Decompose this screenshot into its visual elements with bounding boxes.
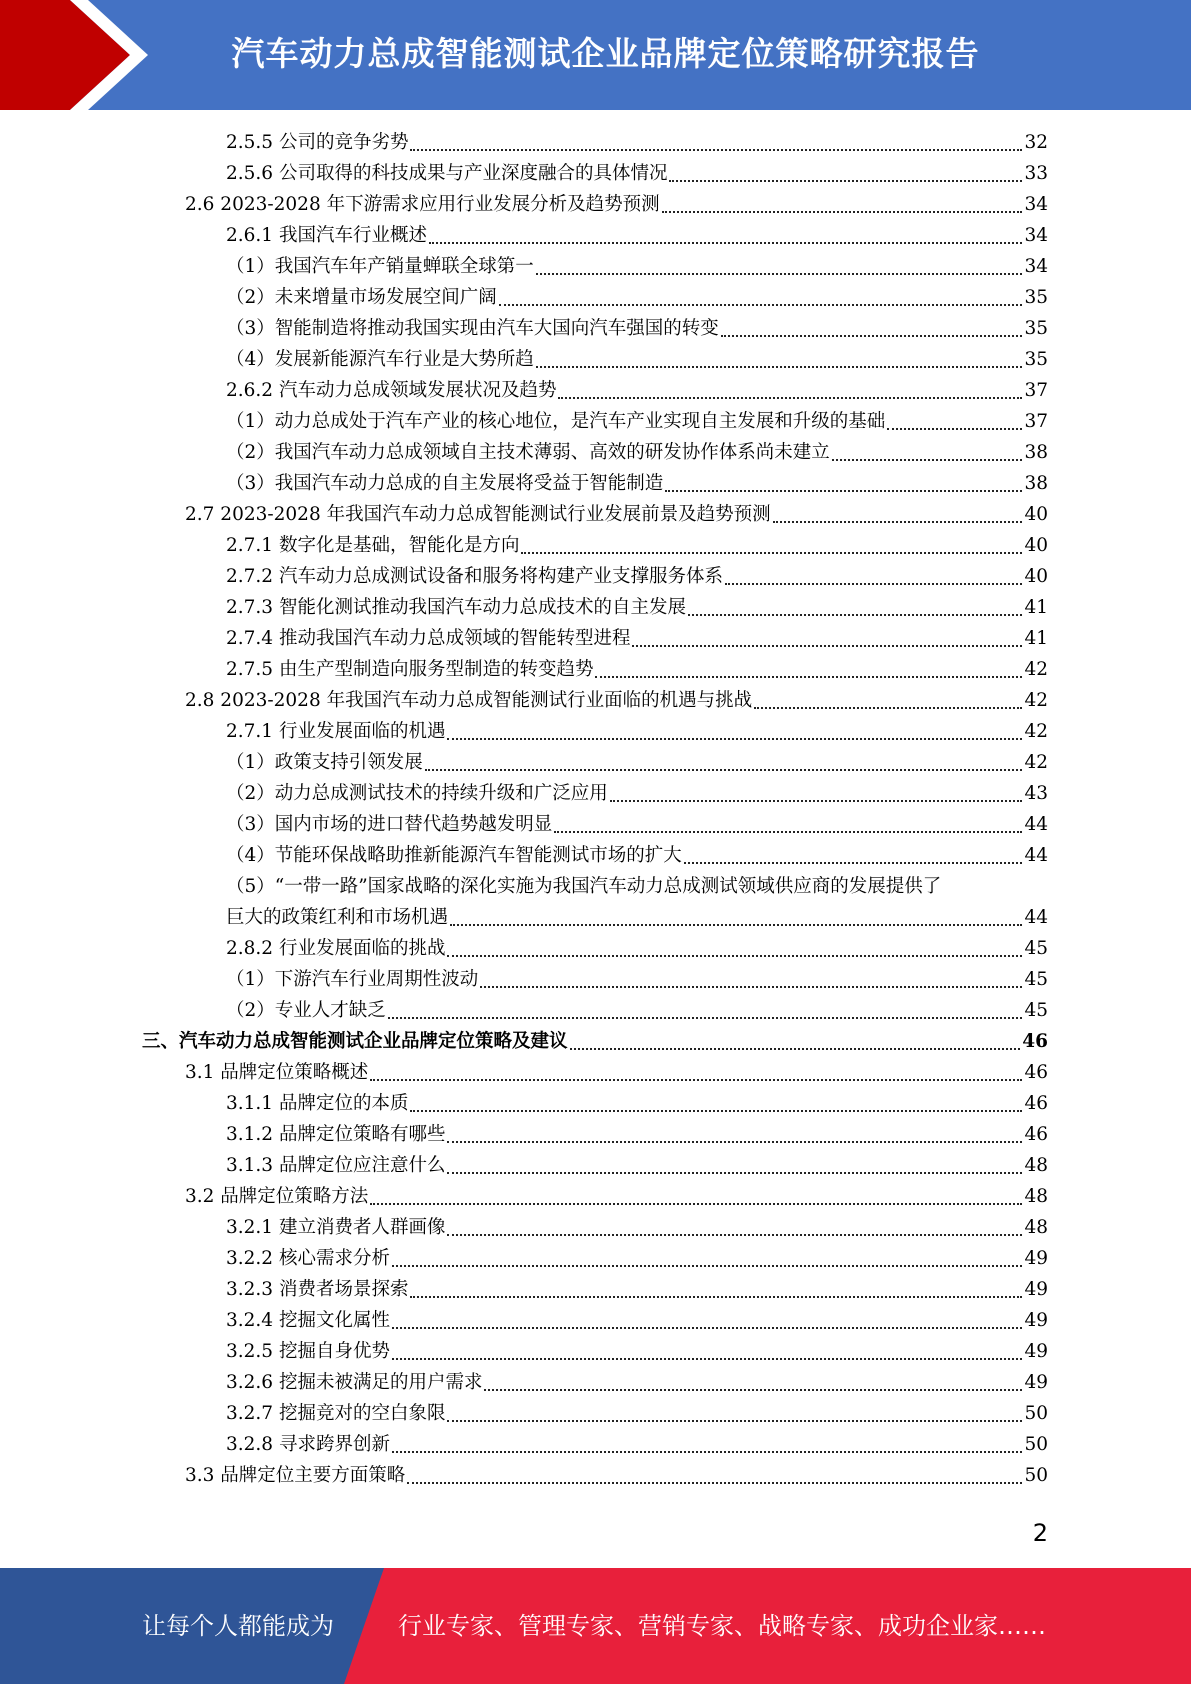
toc-entry[interactable]: （1）下游汽车行业周期性波动 45 [226,969,1048,990]
toc-entry[interactable]: 3.2.2 核心需求分析 49 [226,1248,1048,1269]
footer-slogan-left: 让每个人都能成为 [142,1612,334,1640]
toc-entry[interactable]: 2.8.2 行业发展面临的挑战 45 [226,938,1048,959]
toc-entry[interactable]: 3.1 品牌定位策略概述 46 [185,1062,1048,1083]
toc-entry[interactable]: （1）动力总成处于汽车产业的核心地位，是汽车产业实现自主发展和升级的基础 37 [226,411,1048,432]
toc-entry[interactable]: 2.7.1 行业发展面临的机遇 42 [226,721,1048,742]
toc-entry[interactable]: 3.2.4 挖掘文化属性 49 [226,1310,1048,1331]
toc-entry[interactable]: 3.2.8 寻求跨界创新 50 [226,1434,1048,1455]
toc-entry[interactable]: 3.2 品牌定位策略方法 48 [185,1186,1048,1207]
toc-entry[interactable]: 巨大的政策红利和市场机遇 44 [226,907,1048,928]
toc-entry[interactable]: 2.5.5 公司的竞争劣势 32 [226,132,1048,153]
footer-banner [0,1568,1191,1684]
toc-entry[interactable]: 2.7.1 数字化是基础，智能化是方向 40 [226,535,1048,556]
toc-entry[interactable]: 3.2.6 挖掘未被满足的用户需求 49 [226,1372,1048,1393]
toc-chapter-entry[interactable]: 三、汽车动力总成智能测试企业品牌定位策略及建议 46 [142,1031,1048,1052]
toc-entry[interactable]: 2.7.4 推动我国汽车动力总成领域的智能转型进程 41 [226,628,1048,649]
toc-entry[interactable]: （2）我国汽车动力总成领域自主技术薄弱、高效的研发协作体系尚未建立 38 [226,442,1048,463]
toc-entry[interactable]: 3.3 品牌定位主要方面策略 50 [185,1465,1048,1486]
toc-entry[interactable]: 3.2.7 挖掘竞对的空白象限 50 [226,1403,1048,1424]
toc-entry[interactable]: 2.5.6 公司取得的科技成果与产业深度融合的具体情况 33 [226,163,1048,184]
toc-entry-wrapped[interactable]: （5）“一带一路”国家战略的深化实施为我国汽车动力总成测试领域供应商的发展提供了 [226,876,942,897]
toc-entry[interactable]: 2.6.2 汽车动力总成领域发展状况及趋势 37 [226,380,1048,401]
toc-entry[interactable]: 3.2.1 建立消费者人群画像 48 [226,1217,1048,1238]
toc-entry[interactable]: （4）节能环保战略助推新能源汽车智能测试市场的扩大 44 [226,845,1048,866]
toc-entry[interactable]: 2.7.5 由生产型制造向服务型制造的转变趋势 42 [226,659,1048,680]
toc-entry[interactable]: （3）国内市场的进口替代趋势越发明显 44 [226,814,1048,835]
toc-entry[interactable]: 2.7.2 汽车动力总成测试设备和服务将构建产业支撑服务体系 40 [226,566,1048,587]
header-banner [0,0,1191,110]
toc-entry[interactable]: 3.1.3 品牌定位应注意什么 48 [226,1155,1048,1176]
toc-entry[interactable]: 3.1.1 品牌定位的本质 46 [226,1093,1048,1114]
toc-entry[interactable]: （3）智能制造将推动我国实现由汽车大国向汽车强国的转变 35 [226,318,1048,339]
toc-entry[interactable]: 3.2.3 消费者场景探索 49 [226,1279,1048,1300]
toc-entry[interactable]: 3.2.5 挖掘自身优势 49 [226,1341,1048,1362]
toc-entry[interactable]: 2.6 2023-2028 年下游需求应用行业发展分析及趋势预测 34 [185,194,1048,215]
toc-entry[interactable]: 2.8 2023-2028 年我国汽车动力总成智能测试行业面临的机遇与挑战 42 [185,690,1048,711]
report-title: 汽车动力总成智能测试企业品牌定位策略研究报告 [231,34,980,73]
toc-entry[interactable]: 2.7 2023-2028 年我国汽车动力总成智能测试行业发展前景及趋势预测 40 [185,504,1048,525]
toc-entry[interactable]: 3.1.2 品牌定位策略有哪些 46 [226,1124,1048,1145]
page-number: 2 [1032,1519,1048,1547]
toc-entry[interactable]: （1）我国汽车年产销量蝉联全球第一 34 [226,256,1048,277]
toc-entry[interactable]: （2）专业人才缺乏 45 [226,1000,1048,1021]
toc-entry[interactable]: （3）我国汽车动力总成的自主发展将受益于智能制造 38 [226,473,1048,494]
toc-entry[interactable]: （2）未来增量市场发展空间广阔 35 [226,287,1048,308]
footer-slogan-right: 行业专家、管理专家、营销专家、战略专家、成功企业家…… [398,1612,1046,1640]
toc-entry[interactable]: （2）动力总成测试技术的持续升级和广泛应用 43 [226,783,1048,804]
toc-entry[interactable]: 2.7.3 智能化测试推动我国汽车动力总成技术的自主发展 41 [226,597,1048,618]
toc-entry[interactable]: 2.6.1 我国汽车行业概述 34 [226,225,1048,246]
toc-entry[interactable]: （1）政策支持引领发展 42 [226,752,1048,773]
toc-entry[interactable]: （4）发展新能源汽车行业是大势所趋 35 [226,349,1048,370]
